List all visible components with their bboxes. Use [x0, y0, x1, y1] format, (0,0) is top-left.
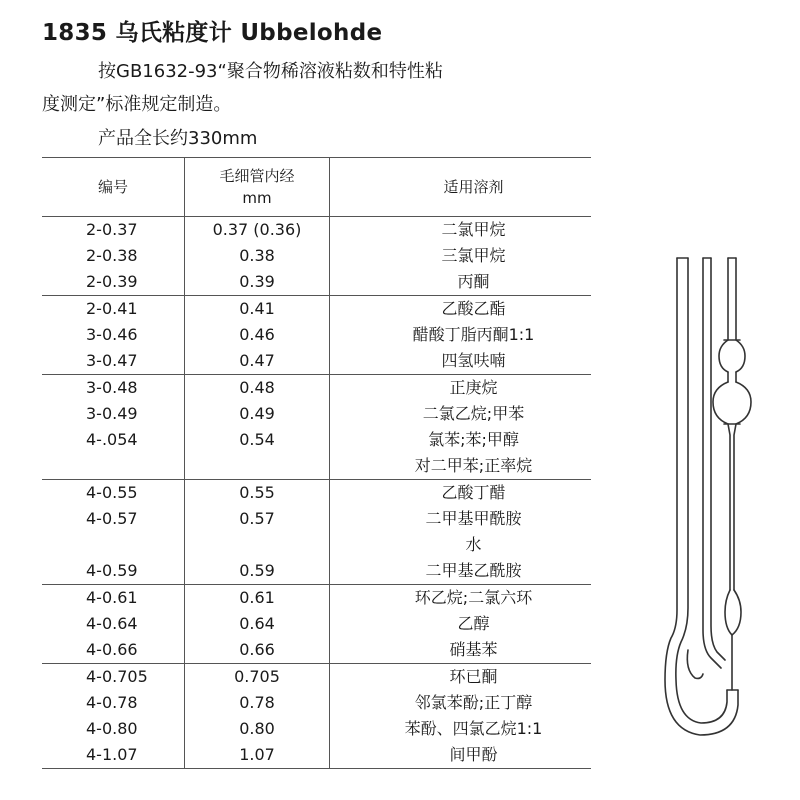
cell-code: 4-1.07 [42, 742, 185, 769]
cell-solvent: 苯酚、四氯乙烷1:1 [330, 716, 592, 742]
cell-code: 4-0.57 [86, 509, 138, 528]
cell-solvent: 环已酮 [330, 664, 592, 691]
description-line-1: 按GB1632-93“聚合物稀溶液粘数和特性粘 [98, 61, 443, 82]
cell-solvent: 二甲基乙酰胺 [330, 558, 592, 585]
cell-diameter [185, 453, 330, 480]
header-diameter [185, 158, 330, 217]
cell-diameter: 0.41 [185, 296, 330, 323]
header-diameter-unit: mm [242, 189, 272, 207]
table-row [42, 453, 591, 480]
table-row [42, 217, 591, 244]
cell-diameter: 0.78 [185, 690, 330, 716]
specification-table [42, 157, 591, 769]
cell-diameter: 1.07 [185, 742, 330, 769]
cell-code: 4-0.66 [42, 637, 185, 664]
table-row [42, 585, 591, 612]
cell-code: 3-0.46 [86, 325, 138, 344]
cell-code: 4-.054 [86, 430, 138, 449]
description-line-2: 度测定”标准规定制造。 [42, 94, 232, 115]
cell-diameter: 0.54 [185, 427, 330, 453]
table-row [42, 296, 591, 323]
table-row [42, 742, 591, 769]
cell-solvent: 环乙烷;二氯六环 [330, 585, 592, 612]
header-diameter-label: 毛细管内经 [219, 167, 295, 185]
header-code: 编号 [42, 158, 185, 217]
cell-solvent: 乙酸丁醋 [330, 480, 592, 507]
cell-solvent: 四氢呋喃 [330, 348, 592, 375]
table-row [42, 427, 591, 453]
cell-code: 4-0.59 [42, 558, 185, 585]
cell-solvent: 丙酮 [330, 269, 592, 296]
cell-diameter: 0.49 [185, 401, 330, 427]
table-row [42, 637, 591, 664]
table-row [42, 506, 591, 532]
table-row [42, 716, 591, 742]
cell-solvent: 二氯甲烷 [330, 217, 592, 244]
cell-code [42, 453, 185, 480]
cell-solvent: 二甲基甲酰胺 [330, 506, 592, 532]
cell-solvent: 乙醇 [330, 611, 592, 637]
cell-code: 3-0.49 [86, 404, 138, 423]
table-row [42, 611, 591, 637]
cell-diameter: 0.48 [185, 375, 330, 402]
cell-solvent: 醋酸丁脂丙酮1:1 [330, 322, 592, 348]
cell-code: 3-0.48 [86, 378, 138, 397]
cell-solvent: 水 [330, 532, 592, 558]
cell-solvent: 间甲酚 [330, 742, 592, 769]
cell-solvent: 正庚烷 [330, 375, 592, 402]
cell-diameter: 0.38 [185, 243, 330, 269]
product-length-note: 产品全长约330mm [98, 128, 258, 149]
cell-diameter: 0.37 (0.36) [185, 217, 330, 244]
cell-code: 4-0.55 [86, 483, 138, 502]
cell-solvent: 对二甲苯;正率烷 [330, 453, 592, 480]
page-title: 1835 乌氏粘度计 Ubbelohde [42, 20, 383, 46]
table-body [42, 217, 591, 769]
cell-solvent: 二氯乙烷;甲苯 [330, 401, 592, 427]
table-header-row [42, 158, 591, 217]
cell-diameter: 0.66 [185, 637, 330, 664]
cell-diameter: 0.46 [185, 322, 330, 348]
table-row [42, 532, 591, 558]
cell-code: 4-0.80 [86, 719, 138, 738]
cell-code: 4-0.705 [86, 667, 148, 686]
cell-diameter: 0.47 [185, 348, 330, 375]
cell-code [42, 532, 185, 558]
cell-diameter: 0.57 [185, 506, 330, 532]
cell-code: 2-0.41 [86, 299, 138, 318]
cell-code: 4-0.64 [86, 614, 138, 633]
cell-diameter: 0.61 [185, 585, 330, 612]
cell-code: 4-0.78 [86, 693, 138, 712]
table-row [42, 690, 591, 716]
cell-code: 3-0.47 [42, 348, 185, 375]
cell-code: 2-0.39 [42, 269, 185, 296]
cell-solvent: 氯苯;苯;甲醇 [330, 427, 592, 453]
ubbelohde-viscometer-icon [655, 250, 765, 765]
table-row [42, 269, 591, 296]
table-row [42, 348, 591, 375]
table-row [42, 558, 591, 585]
cell-diameter: 0.39 [185, 269, 330, 296]
table-row [42, 322, 591, 348]
cell-diameter: 0.705 [185, 664, 330, 691]
cell-diameter: 0.80 [185, 716, 330, 742]
cell-diameter: 0.64 [185, 611, 330, 637]
cell-diameter: 0.55 [185, 480, 330, 507]
table-row [42, 480, 591, 507]
cell-code: 2-0.37 [86, 220, 138, 239]
cell-diameter [185, 532, 330, 558]
table-row [42, 243, 591, 269]
table-row [42, 664, 591, 691]
cell-diameter: 0.59 [185, 558, 330, 585]
cell-solvent: 邻氯苯酚;正丁醇 [330, 690, 592, 716]
cell-solvent: 三氯甲烷 [330, 243, 592, 269]
table-row [42, 401, 591, 427]
cell-code: 2-0.38 [86, 246, 138, 265]
header-solvent: 适用溶剂 [330, 158, 592, 217]
cell-solvent: 硝基苯 [330, 637, 592, 664]
cell-code: 4-0.61 [86, 588, 138, 607]
table-row [42, 375, 591, 402]
cell-solvent: 乙酸乙酯 [330, 296, 592, 323]
